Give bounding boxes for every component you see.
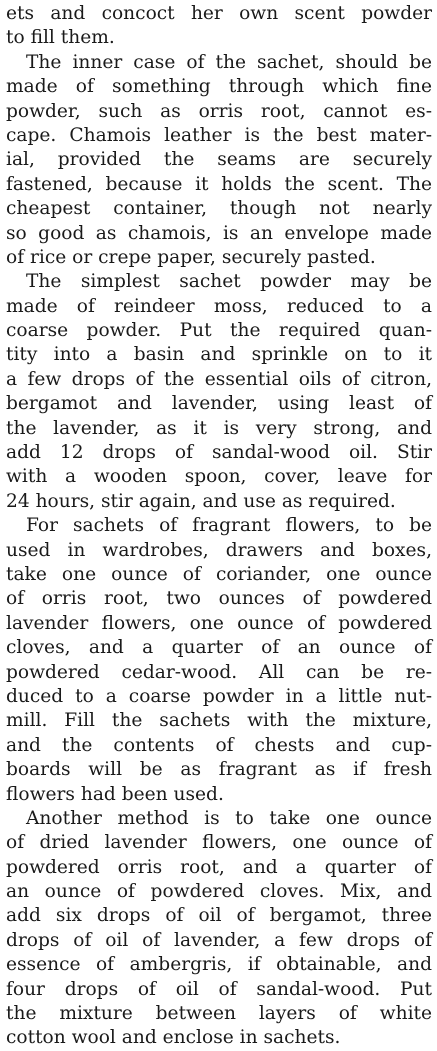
paragraph-1	[6, 2, 432, 51]
text-line: ets and concoct her own scent powder	[6, 3, 432, 24]
text-line: a few drops of the essential oils of citron,	[6, 368, 432, 390]
text-line: cheapest container, though not nearly	[6, 198, 432, 220]
text-line: fastened, because it holds the scent. The	[6, 173, 432, 195]
text-line: of dried lavender flowers, one ounce of	[6, 832, 432, 854]
text-line: essence of ambergris, if obtainable, and	[6, 954, 432, 976]
text-line: of rice or crepe paper, securely pasted.	[6, 246, 376, 268]
text-line: to fill them.	[6, 27, 115, 49]
text-line: powder, such as orris root, cannot es-	[6, 100, 432, 122]
text-line: cloves, and a quarter of an ounce of	[6, 637, 432, 659]
text-line: the lavender, as it is very strong, and	[6, 417, 432, 439]
text-line: For sachets of fragrant flowers, to be	[26, 515, 432, 537]
text-line: mill. Fill the sachets with the mixture,	[6, 710, 432, 732]
paragraph-3	[6, 270, 432, 514]
paragraph-4	[6, 514, 432, 807]
text-line: made of something through which fine	[6, 76, 432, 98]
text-line: four drops of oil of sandal-wood. Put	[6, 978, 432, 1000]
text-line: an ounce of powdered cloves. Mix, and	[6, 881, 432, 903]
text-line: so good as chamois, is an envelope made	[6, 222, 432, 244]
text-line: The inner case of the sachet, should be	[26, 51, 432, 73]
text-line: flowers had been used.	[6, 783, 224, 805]
text-line: powdered orris root, and a quarter of	[6, 856, 432, 878]
text-line: the mixture between layers of white	[6, 1003, 432, 1025]
text-line: of orris root, two ounces of powdered	[6, 588, 432, 610]
text-line: The simplest sachet powder may be	[26, 271, 432, 293]
text-line: with a wooden spoon, cover, leave for	[6, 466, 432, 488]
text-line: cape. Chamois leather is the best mater-	[6, 124, 432, 146]
text-line: tity into a basin and sprinkle on to it	[6, 344, 432, 366]
text-line: coarse powder. Put the required quan-	[6, 320, 432, 342]
text-line: used in wardrobes, drawers and boxes,	[6, 539, 432, 561]
text-line: add six drops of oil of bergamot, three	[6, 905, 432, 927]
text-line: take one ounce of coriander, one ounce	[6, 563, 432, 585]
text-line: boards will be as fragrant as if fresh	[6, 759, 432, 781]
text-line: Another method is to take one ounce	[26, 807, 432, 829]
text-line: made of reindeer moss, reduced to a	[6, 295, 432, 317]
text-line: 24 hours, stir again, and use as required.	[6, 490, 396, 512]
text-line: drops of oil of lavender, a few drops of	[6, 929, 432, 951]
text-line: lavender flowers, one ounce of powdered	[6, 612, 432, 634]
text-line: ial, provided the seams are securely	[6, 149, 432, 171]
text-line: cotton wool and enclose in sachets.	[6, 1027, 341, 1049]
paragraph-5	[6, 807, 432, 1051]
text-line: and the contents of chests and cup-	[6, 734, 432, 756]
text-line: bergamot and lavender, using least of	[6, 393, 432, 415]
text-line: duced to a coarse powder in a little nut-	[6, 685, 432, 707]
article-column	[6, 2, 432, 1051]
text-line: add 12 drops of sandal-wood oil. Stir	[6, 442, 432, 464]
text-line: powdered cedar-wood. All can be re-	[6, 661, 432, 683]
paragraph-2	[6, 51, 432, 271]
